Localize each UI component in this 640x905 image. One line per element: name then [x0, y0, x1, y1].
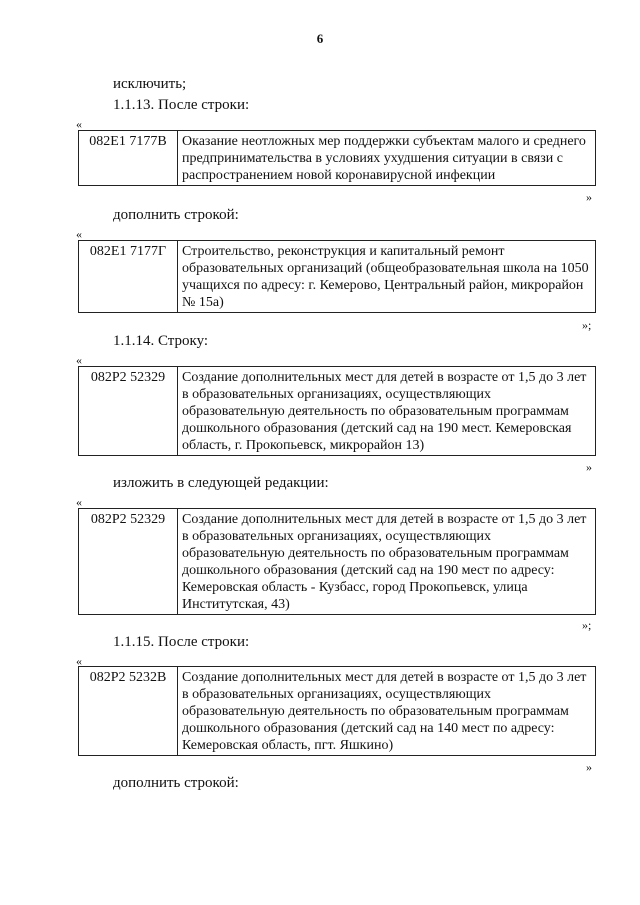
instruction-restate: изложить в следующей редакции: — [113, 475, 329, 491]
code-table-2 — [78, 240, 596, 313]
budget-code: 082E1 7177Г — [79, 241, 178, 313]
budget-code: 082E1 7177B — [79, 131, 178, 186]
close-quote: »; — [582, 318, 592, 332]
code-table-4 — [78, 508, 596, 615]
page-number: 6 — [316, 31, 324, 46]
open-quote: « — [76, 353, 82, 367]
code-description: Создание дополнительных мест для детей в возрасте от 1,5 до 3 лет в образовательных организациях, осуществляющих образовательную деятельность по образовательным программам дошкольного образования (детский сад на 190 мест по адресу: Кемеровская область - Кузбасс, город Прокопьевск, улица Институтская, 43) — [178, 509, 596, 615]
open-quote: « — [76, 227, 82, 241]
code-description: Строительство, реконструкция и капитальный ремонт образовательных организаций (общеобразовательная школа на 1050 учащихся по адресу: г. Кемерово, Центральный район, микрорайон № 15а) — [178, 241, 596, 313]
close-quote: » — [586, 760, 592, 774]
open-quote: « — [76, 117, 82, 131]
section-label-1-1-15: 1.1.15. После строки: — [113, 634, 250, 650]
code-table-3 — [78, 366, 596, 456]
budget-code: 082P2 52329 — [79, 509, 178, 615]
instruction-add-row-final: дополнить строкой: — [113, 775, 239, 791]
budget-code: 082P2 5232B — [79, 667, 178, 756]
section-label-1-1-14: 1.1.14. Строку: — [113, 333, 209, 349]
code-table-5 — [78, 666, 596, 756]
code-description: Оказание неотложных мер поддержки субъектам малого и среднего предпринимательства в условиях ухудшения ситуации в связи с распространением новой коронавирусной инфекции — [178, 131, 596, 186]
code-description: Создание дополнительных мест для детей в возрасте от 1,5 до 3 лет в образовательных организациях, осуществляющих образовательную деятельность по образовательным программам дошкольного образования (детский сад на 190 мест. Кемеровская область, г. Прокопьевск, микрорайон 13) — [178, 367, 596, 456]
table-row — [79, 131, 596, 186]
open-quote: « — [76, 495, 82, 509]
instruction-add-row: дополнить строкой: — [113, 207, 239, 223]
table-row — [79, 509, 596, 615]
table-row — [79, 241, 596, 313]
close-quote: »; — [582, 618, 592, 632]
open-quote: « — [76, 654, 82, 668]
code-table-1 — [78, 130, 596, 186]
close-quote: » — [586, 190, 592, 204]
table-row — [79, 667, 596, 756]
close-quote: » — [586, 460, 592, 474]
code-description: Создание дополнительных мест для детей в возрасте от 1,5 до 3 лет в образовательных организациях, осуществляющих образовательную деятельность по образовательным программам дошкольного образования (детский сад на 140 мест по адресу: Кемеровская область, пгт. Яшкино) — [178, 667, 596, 756]
budget-code: 082P2 52329 — [79, 367, 178, 456]
section-label-1-1-13: 1.1.13. После строки: — [113, 97, 250, 113]
instruction-exclude: исключить; — [113, 76, 187, 92]
table-row — [79, 367, 596, 456]
